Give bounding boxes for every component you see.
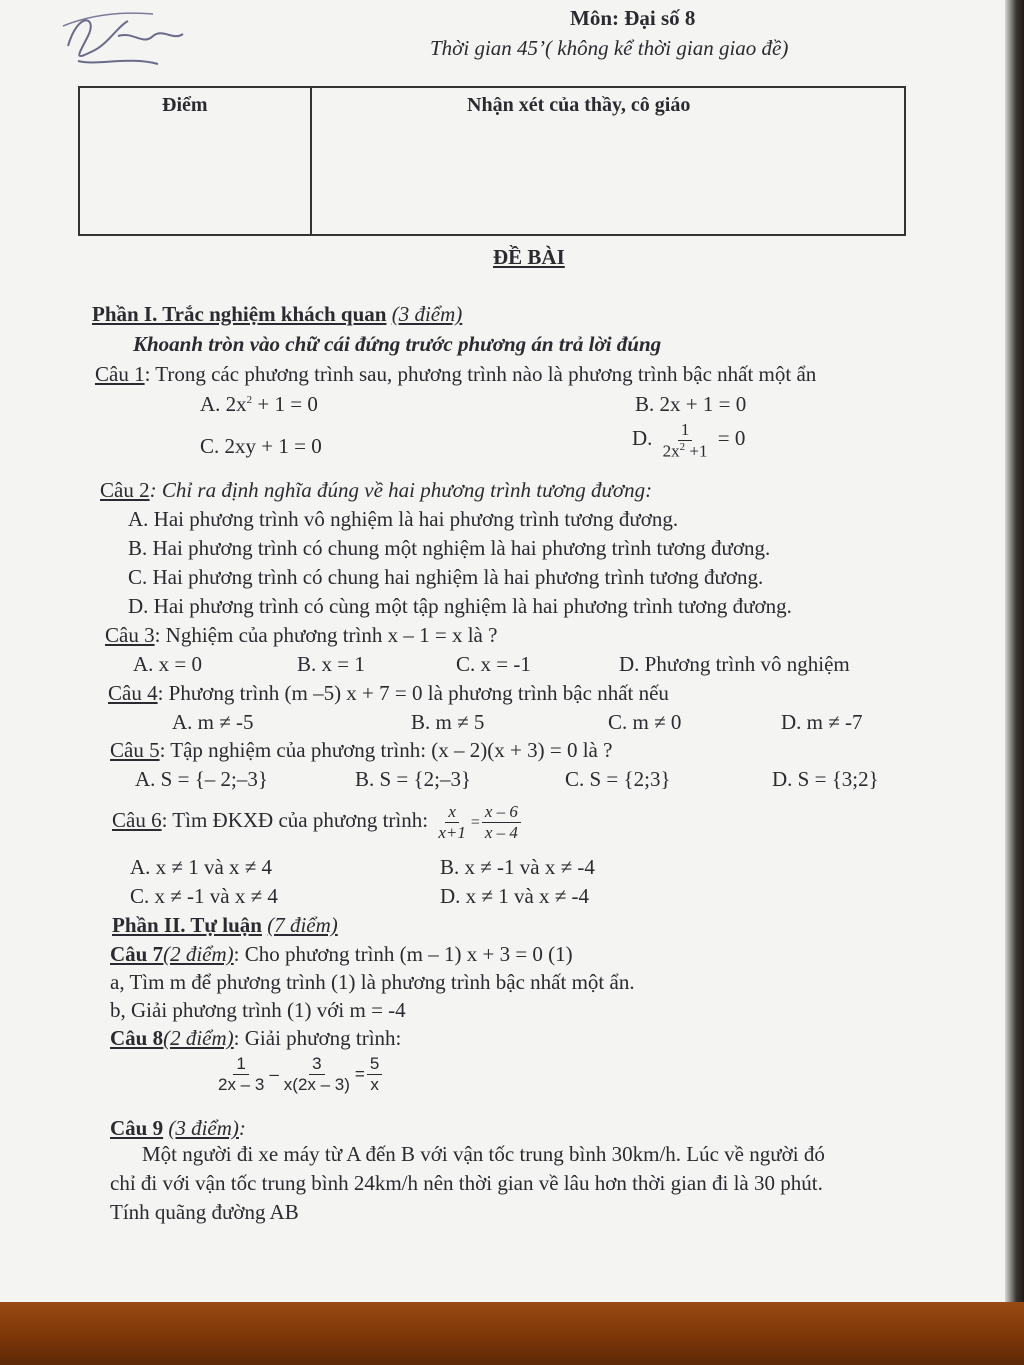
q7-text: : Cho phương trình (m – 1) x + 3 = 0 (1) bbox=[233, 942, 573, 966]
q2-stem bbox=[100, 478, 652, 503]
q8-fraction-1: $\frac{1}{2x - 3}$ bbox=[218, 1054, 265, 1094]
part1-instruction: Khoanh tròn vào chữ cái đứng trước phương án trả lời đúng bbox=[133, 332, 662, 356]
q3-option-a: A. x = 0 bbox=[133, 652, 203, 676]
part1-heading-text: Phần I. Trắc nghiệm khách quan bbox=[92, 302, 387, 326]
q3-label: Câu 3 bbox=[105, 623, 155, 647]
q8-fraction-3: $\frac{5}{x}$ bbox=[367, 1054, 382, 1094]
q4-text: : Phương trình (m –5) x + 7 = 0 là phương trình bậc nhất nếu bbox=[157, 681, 669, 705]
q5-option-d: D. S = {3;2} bbox=[772, 767, 879, 791]
q1-option-a: A. $2x^2 + 1 = 0$ bbox=[200, 392, 318, 416]
q3-stem bbox=[105, 623, 497, 648]
q5-stem bbox=[110, 738, 612, 763]
q5-option-a: A. S = {– 2;–3} bbox=[135, 767, 268, 791]
q8-label: Câu 8 bbox=[110, 1026, 164, 1050]
q2-option-a: A. Hai phương trình vô nghiệm là hai phương trình tương đương. bbox=[128, 507, 679, 531]
q4-option-b: B. m ≠ 5 bbox=[411, 710, 485, 734]
q9-stem: Câu 9 (3 điểm): bbox=[110, 1116, 246, 1140]
part1-heading bbox=[92, 302, 462, 327]
part1-points: (3 điểm) bbox=[391, 302, 463, 326]
signature-scribble bbox=[58, 6, 198, 76]
q1-text: : Trong các phương trình sau, phương trình nào là phương trình bậc nhất một ẩn bbox=[144, 362, 817, 386]
q1-d-fraction: $\frac{1}{2x^2 +1}$ bbox=[662, 420, 708, 461]
part2-points: (7 điểm) bbox=[267, 913, 338, 937]
q6-text: : Tìm ĐKXĐ của phương trình: bbox=[161, 807, 429, 832]
q4-label: Câu 4 bbox=[108, 681, 158, 705]
q6-stem: Câu 6: Tìm ĐKXĐ của phương trình: $\frac{x}{x+1}$ = $\frac{x - 6}{x - 4}$ bbox=[112, 802, 523, 842]
q5-label: Câu 5 bbox=[110, 738, 160, 762]
q2-label: Câu 2 bbox=[100, 478, 150, 502]
q9-line-1: Một người đi xe máy từ A đến B với vận tốc trung bình 30km/h. Lúc về người đó bbox=[142, 1142, 825, 1166]
q7-label: Câu 7 bbox=[110, 942, 164, 966]
q8-fraction-2: $\frac{3}{x(2x - 3)}$ bbox=[283, 1054, 350, 1094]
score-table bbox=[78, 86, 906, 236]
comment-cell bbox=[312, 88, 904, 234]
q8-text: : Giải phương trình: bbox=[233, 1026, 402, 1050]
q5-option-b: B. S = {2;–3} bbox=[355, 767, 472, 791]
q3-option-d: D. Phương trình vô nghiệm bbox=[619, 652, 850, 676]
q6-option-c: C. x ≠ -1 và x ≠ 4 bbox=[130, 884, 278, 908]
q5-option-c: C. S = {2;3} bbox=[565, 767, 671, 791]
q8-equation: $\frac{1}{2x - 3}$ – $\frac{3}{x(2x - 3)}$ = $\frac{5}{x}$ bbox=[213, 1054, 384, 1094]
q7-points: (2 điểm) bbox=[163, 942, 234, 966]
q4-stem bbox=[108, 681, 669, 706]
q9-line-2: chỉ đi với vận tốc trung bình 24km/h nên thời gian về lâu hơn thời gian đi là 30 phút. bbox=[110, 1171, 823, 1195]
q1-option-d: D. $\frac{1}{2x^2 +1}$ = 0 bbox=[632, 420, 746, 461]
q6-label: Câu 6 bbox=[112, 807, 162, 832]
q2-option-c: C. Hai phương trình có chung hai nghiệm là hai phương trình tương đương. bbox=[128, 565, 764, 589]
score-cell bbox=[80, 88, 312, 234]
q6-fraction-right: $\frac{x - 6}{x - 4}$ bbox=[482, 802, 521, 842]
q4-option-d: D. m ≠ -7 bbox=[781, 710, 863, 734]
q7-part-b: b, Giải phương trình (1) với m = -4 bbox=[110, 998, 406, 1022]
part2-heading-text: Phần II. Tự luận bbox=[112, 913, 262, 937]
q1-option-b: B. 2x + 1 = 0 bbox=[635, 392, 747, 416]
q2-option-b: B. Hai phương trình có chung một nghiệm là hai phương trình tương đương. bbox=[128, 536, 771, 560]
q9-label: Câu 9 bbox=[110, 1116, 164, 1140]
subject-header: Môn: Đại số 8 bbox=[570, 6, 696, 30]
q1-option-c: C. 2xy + 1 = 0 bbox=[200, 434, 322, 458]
q3-text: : Nghiệm của phương trình x – 1 = x là ? bbox=[154, 623, 498, 647]
q6-option-b: B. x ≠ -1 và x ≠ -4 bbox=[440, 855, 595, 879]
q7-stem bbox=[110, 942, 573, 967]
wooden-table bbox=[0, 1302, 1024, 1365]
q8-stem bbox=[110, 1026, 401, 1051]
q4-option-a: A. m ≠ -5 bbox=[172, 710, 254, 734]
q8-points: (2 điểm) bbox=[163, 1026, 234, 1050]
q6-option-a: A. x ≠ 1 và x ≠ 4 bbox=[130, 855, 273, 879]
comment-label: Nhận xét của thầy, cô giáo bbox=[467, 94, 691, 116]
q1-label: Câu 1 bbox=[95, 362, 145, 386]
q3-option-c: C. x = -1 bbox=[456, 652, 531, 676]
q9-line-3: Tính quãng đường AB bbox=[110, 1200, 299, 1224]
q7-part-a: a, Tìm m để phương trình (1) là phương trình bậc nhất một ẩn. bbox=[110, 970, 635, 994]
q2-option-d: D. Hai phương trình có cùng một tập nghiệm là hai phương trình tương đương. bbox=[128, 594, 792, 618]
part2-heading bbox=[112, 913, 338, 938]
page-edge-shadow bbox=[1005, 0, 1024, 1302]
exam-title: ĐỀ BÀI bbox=[493, 245, 565, 269]
q9-points: (3 điểm) bbox=[168, 1116, 239, 1140]
q4-option-c: C. m ≠ 0 bbox=[608, 710, 682, 734]
q2-text: : Chỉ ra định nghĩa đúng về hai phương trình tương đương: bbox=[149, 478, 653, 502]
q3-option-b: B. x = 1 bbox=[297, 652, 365, 676]
q1-stem bbox=[95, 362, 816, 387]
score-label: Điểm bbox=[162, 94, 208, 116]
q5-text: : Tập nghiệm của phương trình: (x – 2)(x + 3) = 0 là ? bbox=[159, 738, 613, 762]
duration-header: Thời gian 45’( không kể thời gian giao đề) bbox=[430, 36, 789, 60]
q6-fraction-left: $\frac{x}{x+1}$ bbox=[438, 802, 466, 842]
q6-option-d: D. x ≠ 1 và x ≠ -4 bbox=[440, 884, 590, 908]
